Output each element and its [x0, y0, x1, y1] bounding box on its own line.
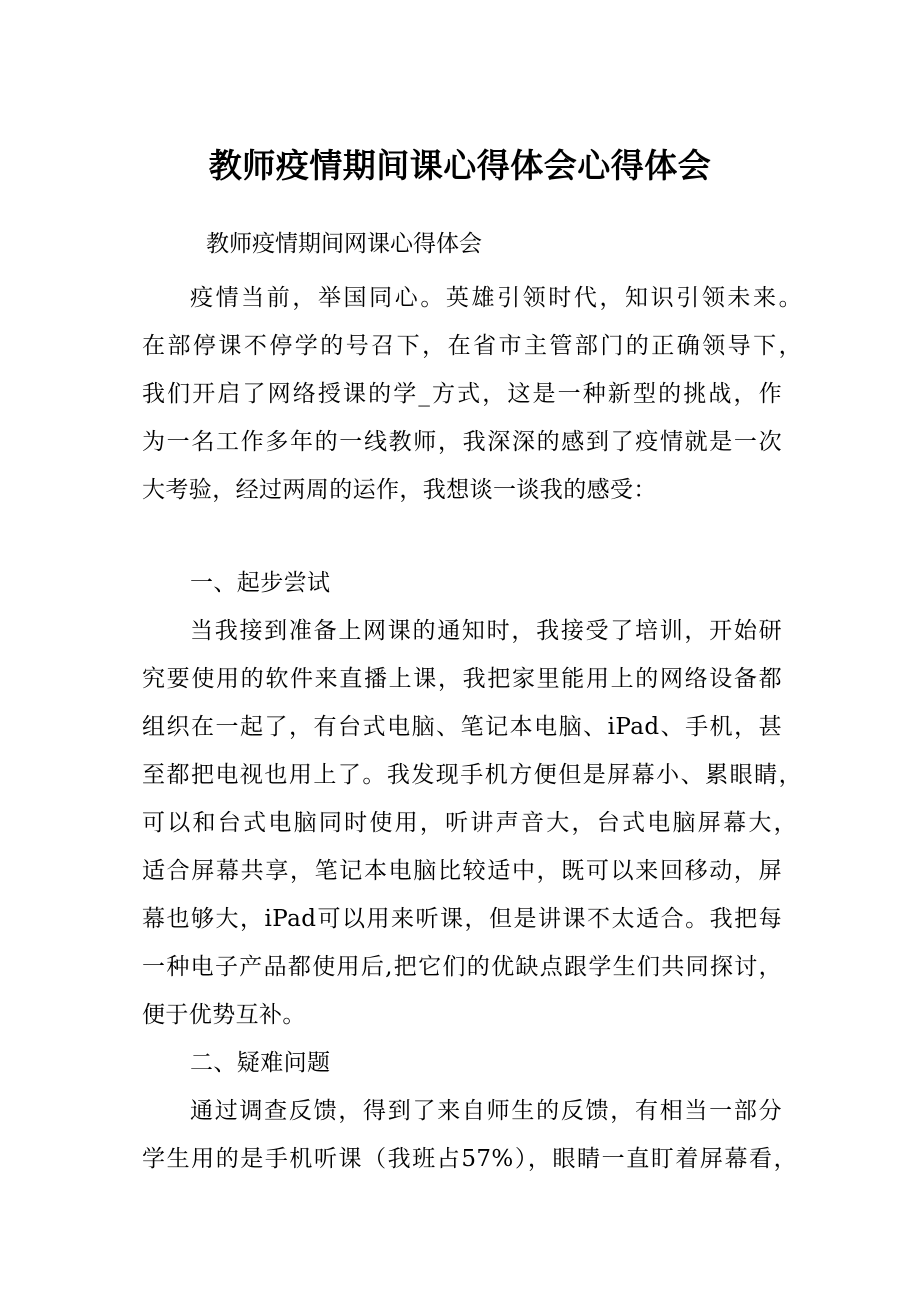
section1-heading: 一、起步尝试 — [190, 570, 331, 596]
section1-line-7: 幕也够大，iPad可以用来听课，但是讲课不太适合。我把每 — [142, 906, 782, 932]
section1-line-9: 便于优势互补。 — [142, 1002, 306, 1028]
section1-line-8: 一种电子产品都使用后,把它们的优缺点跟学生们共同探讨， — [142, 954, 782, 980]
section2-line-1: 通过调查反馈，得到了来自师生的反馈，有相当一部分 — [190, 1098, 782, 1124]
document-subtitle: 教师疫情期间网课心得体会 — [206, 231, 482, 257]
section1-line-5: 可以和台式电脑同时使用，听讲声音大，台式电脑屏幕大， — [142, 810, 797, 836]
intro-line-1: 疫情当前，举国同心。英雄引领时代，知识引领未来。 — [190, 285, 802, 311]
intro-line-2: 在部停课不停学的号召下，在省市主管部门的正确领导下， — [142, 333, 802, 359]
document-title: 教师疫情期间课心得体会心得体会 — [208, 146, 712, 185]
section1-line-2: 究要使用的软件来直播上课，我把家里能用上的网络设备都 — [142, 666, 782, 692]
section2-line-2: 学生用的是手机听课（我班占57%），眼睛一直盯着屏幕看， — [142, 1146, 797, 1172]
section2-heading: 二、疑难问题 — [190, 1050, 331, 1076]
intro-line-4: 为一名工作多年的一线教师，我深深的感到了疫情就是一次 — [142, 429, 782, 455]
intro-line-5: 大考验，经过两周的运作，我想谈一谈我的感受： — [142, 477, 657, 503]
section1-line-4: 至都把电视也用上了。我发现手机方便但是屏幕小、累眼睛， — [142, 762, 802, 788]
section1-line-6: 适合屏幕共享，笔记本电脑比较适中，既可以来回移动，屏 — [142, 858, 782, 884]
section1-line-1: 当我接到准备上网课的通知时，我接受了培训，开始研 — [190, 618, 782, 644]
intro-line-3: 我们开启了网络授课的学_方式，这是一种新型的挑战，作 — [142, 381, 782, 407]
section1-line-3: 组织在一起了，有台式电脑、笔记本电脑、iPad、手机，甚 — [142, 714, 782, 740]
